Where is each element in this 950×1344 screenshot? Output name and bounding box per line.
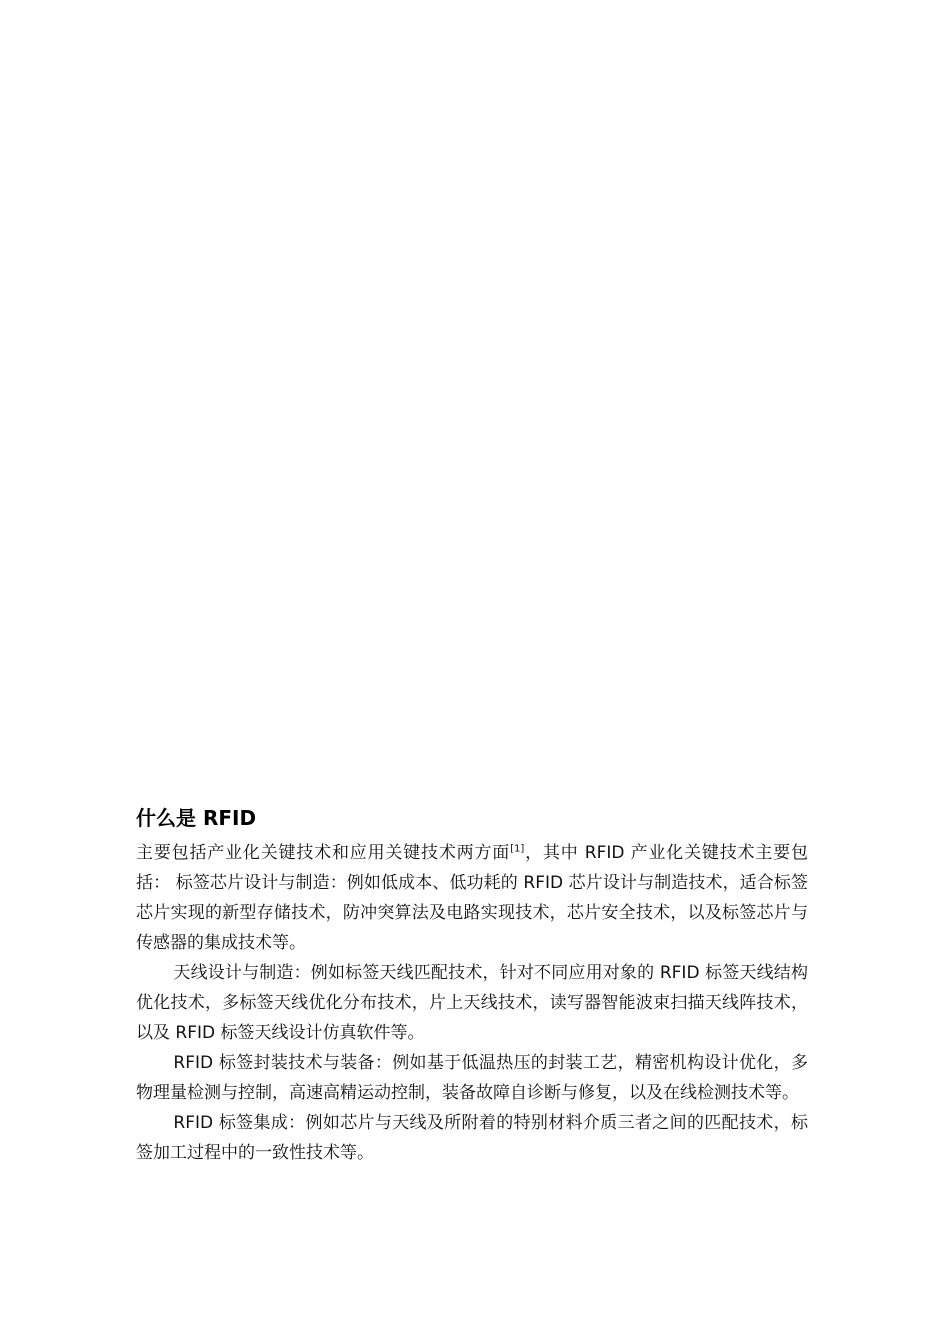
document-body [136, 804, 808, 1168]
paragraph-intro [136, 838, 808, 958]
paragraph-intro-text: 主要包括产业化关键技术和应用关键技术两方面 [136, 843, 511, 863]
section-heading: 什么是 RFID [136, 806, 257, 830]
paragraph-integration: RFID 标签集成：例如芯片与天线及所附着的特别材料介质三者之间的匹配技术，标签加工过程中的一致性技术等。 [136, 1113, 808, 1163]
paragraph-intro-text-continued: ，其中 RFID 产业化关键技术主要包括： 标签芯片设计与制造：例如低成本、低功耗的 RFID 芯片设计与制造技术，适合标签芯片实现的新型存储技术，防冲突算法及电路实现技术，芯片安全技术，以及标签芯片与传感器的集成技术等。 [136, 843, 808, 953]
citation-reference: [1] [510, 843, 525, 855]
paragraph-packaging: RFID 标签封装技术与装备：例如基于低温热压的封装工艺，精密机构设计优化，多物理量检测与控制，高速高精运动控制，装备故障自诊断与修复，以及在线检测技术等。 [136, 1053, 808, 1103]
paragraph-antenna: 天线设计与制造：例如标签天线匹配技术，针对不同应用对象的 RFID 标签天线结构优化技术，多标签天线优化分布技术，片上天线技术，读写器智能波束扫描天线阵技术，以及 RFID 标签天线设计仿真软件等。 [136, 963, 808, 1043]
